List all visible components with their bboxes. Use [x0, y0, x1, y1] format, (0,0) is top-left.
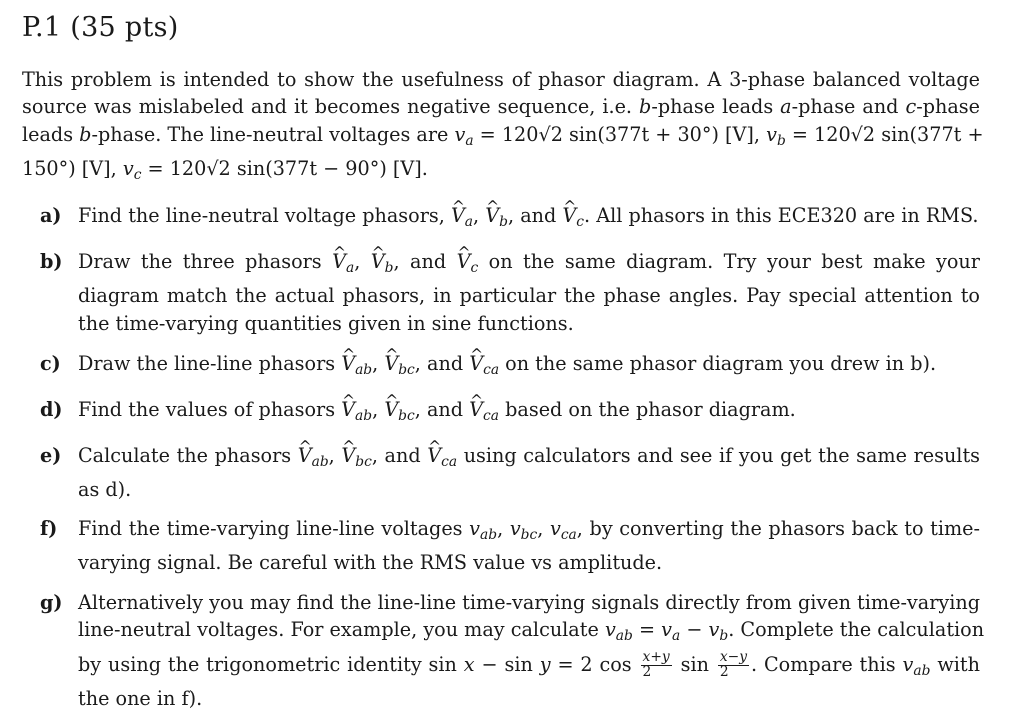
fraction-x-minus-y: $\frac{x-y}{2}$: [719, 649, 748, 681]
part-f: f) Find the time-varying line-line voltages $v_{ab}$, $v_{bc}$, $v_{ca}$, by converting the phasors back to time- varying signal. Be careful with the RMS value vs amplitude.: [40, 517, 980, 575]
intro-line-3: leads b-phase. The line-neutral voltages are $v_a = 120√2$ sin(377t + 30°) [V], $v_b = 120√2$ sin(377t +: [22, 122, 984, 149]
part-e: e) Calculate the phasors ^ $V_{ab}$, ^ $V_{bc}$, and ^ $V_{ca}$ using calculators and see if you get the same results as d).: [22, 442, 980, 504]
part-g: g) Alternatively you may find the line-line time-varying signals directly from given time-varying line-neutral voltages. For example, you may calculate $v_{ab} = v_a - v_b$. Complete the calculation by using the trigonometric identity sin x − sin y = 2 cos $\frac{x+y}{2}$ sin $\frac{x-y}{2}$ . Compare this $v_{ab}$ with the one in f).: [40, 591, 985, 710]
part-d: d) Find the values of phasors ^ $V_{ab}$, ^ $V_{bc}$, and ^ $V_{ca}$ based on the phasor diagram.: [22, 396, 980, 430]
intro-line-4: 150°) [V], $v_c = 120√2$ sin(377t − 90°) [V].: [22, 157, 428, 183]
part-c: c) Draw the line-line phasors ^ $V_{ab}$, ^ $V_{bc}$, and ^ $V_{ca}$ on the same phasor diagram you drew in b).: [22, 350, 980, 384]
intro-line-1: This problem is intended to show the usefulness of phasor diagram. A 3-phase balanced voltage: [22, 68, 980, 91]
part-a: a) Find the line-neutral voltage phasors, ^ $V_a$, ^ $V_b$, and ^ $V_c$. All phasors in this ECE320 are in RMS.: [22, 202, 980, 236]
problem-intro: [22, 66, 984, 189]
part-b: b) Draw the three phasors ^ $V_a$, ^ $V_b$, and ^ $V_c$ on the same diagram. Try your best make your diagram match the actual phasors, in particular the phase angles. Pay special attention to the time-varying quantities given in sine functions.: [22, 248, 980, 337]
problem-title: P.1 (35 pts): [22, 12, 179, 43]
fraction-x-plus-y: $\frac{x+y}{2}$: [642, 649, 670, 681]
intro-line-2: source was mislabeled and it becomes negative sequence, i.e. b-phase leads a-phase and c-phase: [22, 95, 980, 119]
